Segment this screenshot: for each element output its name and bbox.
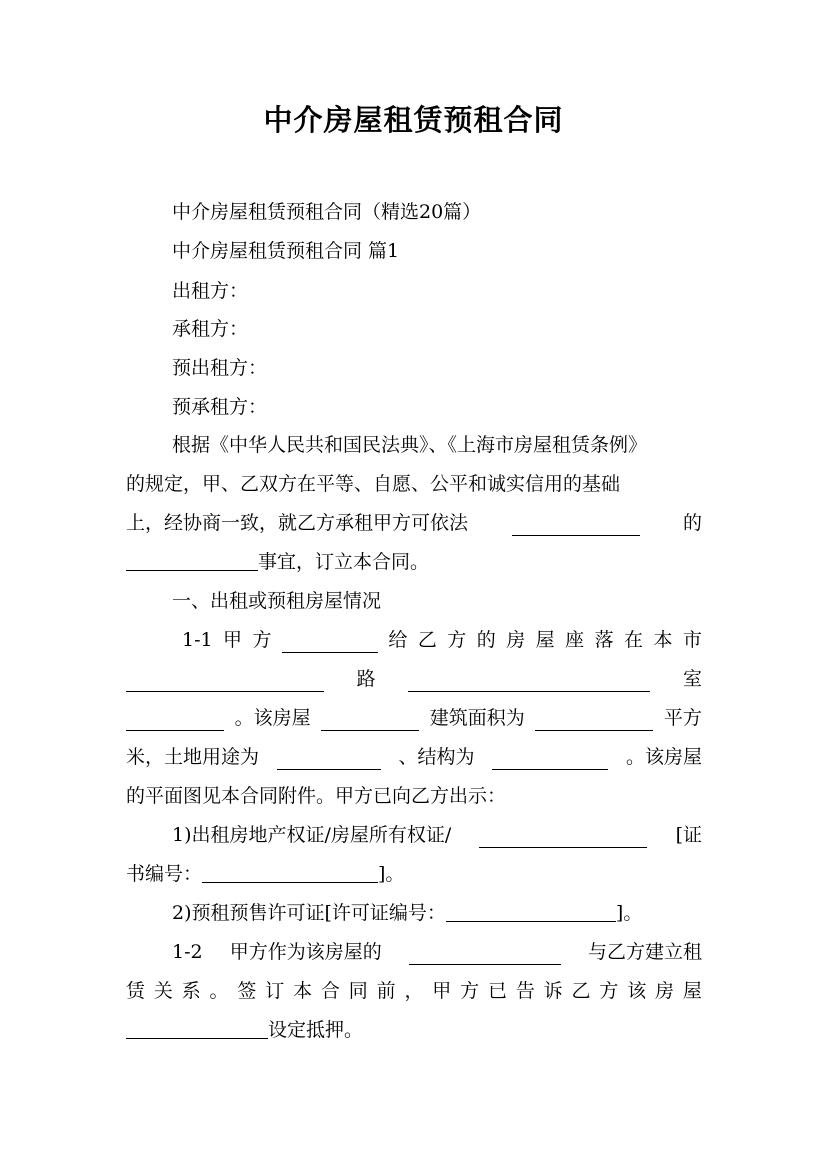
clause-char: 已 [487,980,507,1002]
room-label: 室 [682,668,702,690]
item-2 [172,900,702,926]
clause-char: 该 [627,980,647,1002]
clause-char: 本 [293,980,313,1002]
clause-char: 同 [348,980,368,1002]
clause-char: 甲 [223,629,243,651]
clause-text: 设定抵押。 [268,1019,364,1041]
clause-char: 的 [476,629,496,651]
clause-text: 。该房屋 [234,707,311,729]
clause-text: 甲方作为该房屋的 [229,941,382,963]
blank-field [126,671,324,692]
clause-char: 前 [376,980,396,1002]
clause-text: 米，土地用途为 [126,746,260,768]
clause-char: 合 [320,980,340,1002]
clause-number: 1-1 [182,629,213,651]
clause-char: 关 [153,980,173,1002]
clause-1-1-line-2 [126,666,702,692]
clause-1-1-line-4 [126,744,702,770]
document-subtitle: 中介房屋租赁预租合同（精选20篇） [172,201,482,223]
clause-char: 屋 [682,980,702,1002]
item-text: ]。 [615,902,643,924]
blank-field [512,515,640,536]
clause-text: 与乙方建立租 [587,941,702,963]
blank-field [321,710,419,731]
clause-char: 甲 [432,980,452,1002]
lessor-label: 出租方： [172,280,249,302]
clause-text: 、结构为 [398,746,475,768]
blank-field [282,632,378,653]
preamble-line-3-text: 上，经协商一致，就乙方承租甲方可依法 [126,512,469,534]
clause-text: 建筑面积为 [429,707,525,729]
pre-lessee-label: 预承租方： [172,396,268,418]
blank-field [277,749,381,770]
clause-1-2-line-3 [126,1017,702,1043]
item-text: [证 [675,824,702,846]
preamble-line-1: 根据《中华人民共和国民法典》、《上海市房屋租赁条例》 [172,434,648,456]
item-text: 2)预租预售许可证[许可证编号： [172,902,446,924]
pre-lessor-label: 预出租方： [172,357,268,379]
clause-text: 平方 [663,707,702,729]
item-text: 书编号： [126,863,203,885]
clause-text: 。该房屋 [625,746,702,768]
clause-char: 乙 [417,629,437,651]
clause-1-2-line-1 [172,939,702,965]
clause-char: 方 [252,629,272,651]
clause-1-2-line-2 [126,978,702,1004]
blank-field [408,671,650,692]
clause-1-1-line-3 [126,705,702,731]
clause-char: 房 [655,980,675,1002]
clause-char: 。 [209,980,229,1002]
preamble-line-3 [126,510,702,536]
clause-char: 市 [682,629,702,651]
blank-field [409,944,561,965]
blank-field [446,901,616,922]
clause-char: 告 [515,980,535,1002]
item-text: ]。 [378,863,405,885]
clause-char: 本 [653,629,673,651]
road-label: 路 [356,668,376,690]
preamble-line-2: 的规定，甲、乙双方在平等、自愿、公平和诚实信用的基础 [126,473,621,495]
clause-char: 订 [265,980,285,1002]
clause-1-1-line-5: 的平面图见本合同附件。甲方已向乙方出示： [126,785,507,807]
clause-char: 方 [599,980,619,1002]
preamble-line-3-tail: 的 [682,512,702,534]
clause-char: 给 [388,629,408,651]
clause-char: 屋 [535,629,555,651]
blank-field [535,710,653,731]
blank-field [202,862,378,883]
clause-char: 系 [181,980,201,1002]
blank-field [126,550,258,571]
blank-field [126,1018,268,1039]
blank-field [492,749,608,770]
preamble-line-4-tail: 事宜，订立本合同。 [258,551,430,573]
item-text: 1)出租房地产权证/房屋所有权证/ [172,824,452,846]
clause-char: 在 [624,629,644,651]
item-1-line-2 [126,861,702,887]
clause-number: 1-2 [172,941,203,963]
preamble-line-4 [126,549,702,575]
clause-char: 签 [237,980,257,1002]
clause-char: 方 [447,629,467,651]
clause-char: 落 [594,629,614,651]
page-title: 中介房屋租赁预租合同 [263,103,564,137]
clause-1-1-line-1 [182,627,702,653]
clause-char: 赁 [126,980,146,1002]
article-1-heading: 一、出租或预租房屋情况 [172,590,382,612]
blank-field [126,710,224,731]
clause-char: ， [404,980,424,1002]
clause-char: 方 [460,980,480,1002]
section-heading: 中介房屋租赁预租合同 篇1 [172,240,400,262]
clause-char: 房 [506,629,526,651]
lessee-label: 承租方： [172,318,249,340]
clause-char: 乙 [571,980,591,1002]
blank-field [479,827,647,848]
item-1-line-1 [172,822,702,848]
clause-char: 座 [565,629,585,651]
clause-char: 诉 [543,980,563,1002]
